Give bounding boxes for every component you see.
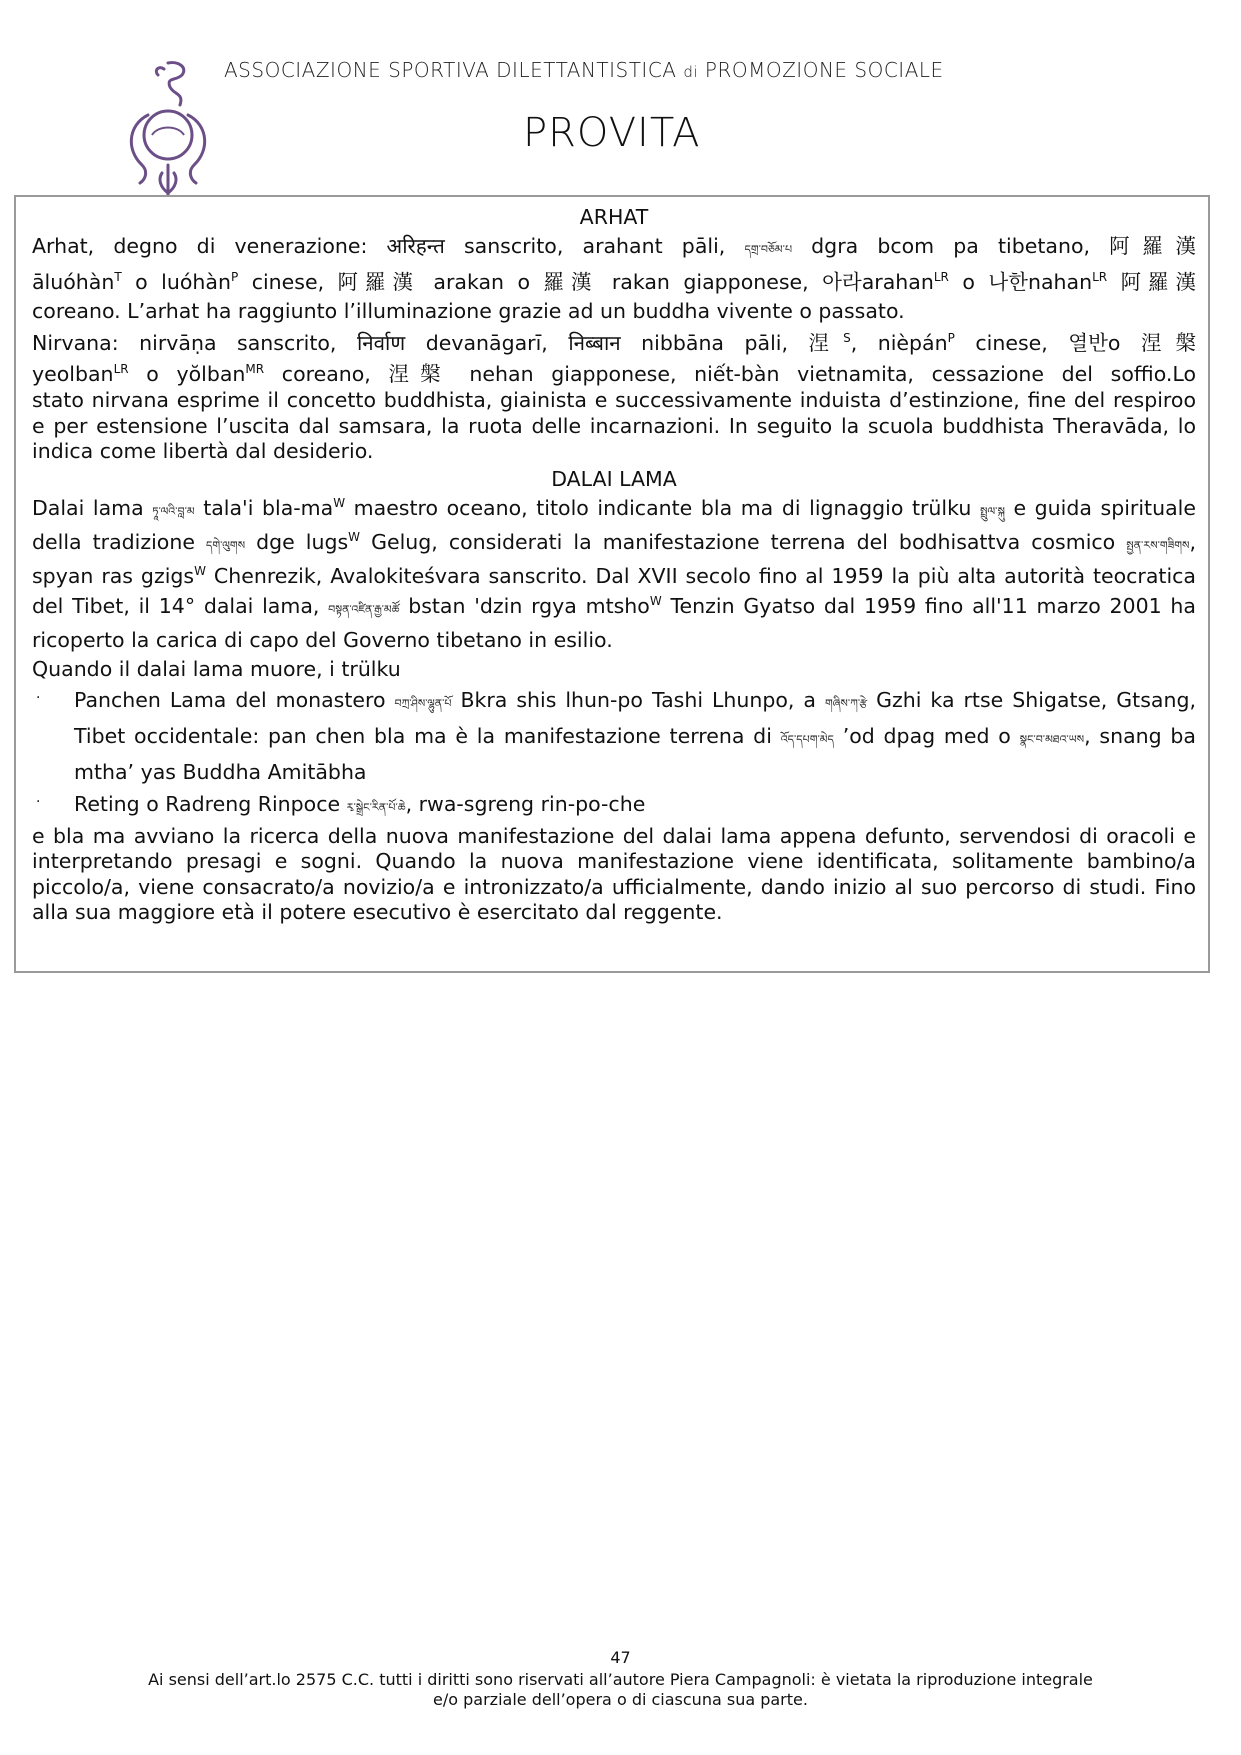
superscript: T: [114, 270, 122, 285]
dalai-paragraph: [32, 493, 1196, 655]
text-run: Nirvana: nirvāṇa sanscrito, निर्वाण devanāgarī, निब्बान nibbāna pāli, 涅: [32, 331, 844, 355]
text-run: , snang ba mtha’ yas Buddha Amitābha: [74, 723, 1196, 784]
tibetan-script: རྭ་སྒྲེང་རིན་པོ་ཆེ: [346, 800, 406, 814]
tibetan-script: འོད་དཔག་མེད: [780, 732, 834, 746]
tibetan-script: སྤྱན་རས་གཟིགས: [1126, 539, 1190, 552]
text-run: o luóhàn: [135, 270, 231, 294]
superscript: S: [843, 331, 851, 346]
tibetan-script: བཀྲ་ཤིས་ལྷུན་པོ: [394, 696, 452, 710]
association-line: [224, 58, 944, 82]
superscript: P: [230, 270, 239, 285]
dalai-heading: DALAI LAMA: [551, 466, 677, 491]
superscript: P: [947, 331, 955, 346]
text-run: Arhat, degno di venerazione: अरिहन्त sanscrito, arahant pāli,: [32, 233, 726, 258]
footer-line: e/o parziale dell’opera o di ciascuna sua parte.: [433, 1690, 808, 1709]
superscript: W: [333, 496, 346, 511]
text-run: āluóhàn: [32, 270, 115, 294]
nirvana-line-1: [32, 329, 1196, 358]
association-name: ASSOCIAZIONE SPORTIVA DILETTANTISTICA: [224, 58, 677, 82]
text-run: Tenzin Gyatso dal 1959 fino all'11 marzo 2001 ha ricoperto la carica di capo del Governo tibetano in esilio.: [32, 594, 1196, 652]
text-run: cinese, 열반o 涅槃: [975, 331, 1196, 355]
page-number: 47: [610, 1648, 631, 1667]
tibetan-script: སྣང་བ་མཐའ་ཡས: [1019, 732, 1085, 746]
text-run: Reting o Radreng Rinpoce: [74, 791, 341, 816]
nirvana-line-2: [32, 360, 1196, 389]
closing-paragraph: e bla ma avviano la ricerca della nuova manifestazione del dalai lama appena defunto, servendosi di oracoli e interpretando presagi e sogni. Quando la nuova manifestazione viene identificata, solitamente bambino/a piccolo/a, viene consacrato/a novizio/a e intronizzato/a ufficialmente, dando inizio al suo percorso di studi. Fino alla sua maggiore età il potere esecutivo è esercitato dal reggente.: [32, 823, 1196, 924]
text-run: o 나한nahan: [962, 270, 1093, 294]
tibetan-script: དགྲ་བཅོམ་པ: [744, 242, 793, 256]
text-run: 阿羅漢: [1120, 270, 1197, 294]
text-run: e guida spirituale della tradizione: [32, 496, 1196, 554]
content-body: [32, 203, 1196, 926]
association-social: PROMOZIONE SOCIALE: [704, 58, 944, 82]
text-run: o yŏlban: [146, 361, 246, 386]
text-run: coreano, 涅槃 nehan giapponese, niết-bàn vietnamita, cessazione del soffio.Lo: [281, 361, 1196, 386]
copyright-footer: [0, 1670, 1241, 1710]
provita-logo: [118, 55, 218, 195]
text-run: Chenrezik, Avalokiteśvara sanscrito. Dal XVII secolo fino al 1959 la più alta autorità teocratica del Tibet, il 14° dalai lama,: [32, 564, 1196, 618]
footer-line: Ai sensi dell’art.lo 2575 C.C. tutti i diritti sono riservati all’autore Piera Campagnoli: è vietata la riproduzione integrale: [148, 1670, 1093, 1689]
brand-title: PROVITA: [523, 110, 701, 156]
bullet-icon: ·: [36, 689, 41, 706]
superscript: LR: [1092, 270, 1108, 285]
arhat-line-3: coreano. L’arhat ha raggiunto l’illuminazione grazie ad un buddha vivente o passato.: [32, 298, 905, 323]
text-run: cinese, 阿羅漢 arakan o 羅漢 rakan giapponese, 아라arahan: [251, 270, 934, 294]
text-run: , spyan ras gzigs: [32, 530, 1196, 588]
nirvana-paragraph: stato nirvana esprime il concetto buddhista, giainista e successivamente induista d’estinzione, fine del respiroo e per estensione l’uscita dal samsara, la ruota delle incarnazioni. In seguito la scuola buddhista Theravāda, lo indica come libertà dal desiderio.: [32, 388, 1196, 463]
tibetan-script: བསྟན་འཛིན་རྒྱ་མཚོ: [328, 603, 400, 616]
text-run: Bkra shis lhun-po Tashi Lhunpo, a: [460, 687, 816, 712]
quando-line: Quando il dalai lama muore, i trülku: [32, 657, 401, 681]
dragon-emblem-icon: [118, 55, 218, 195]
list-item-text: [74, 788, 1196, 824]
arhat-line-2: [32, 268, 1196, 297]
superscript: LR: [933, 270, 949, 285]
text-run: , nièpán: [850, 331, 948, 355]
arhat-line-1: [32, 232, 1196, 265]
text-run: dgra bcom pa tibetano, 阿羅漢: [811, 233, 1196, 258]
text-run: Gzhi ka rtse Shigatse, Gtsang, Tibet occidentale: pan chen bla ma è la manifestazione terrena di: [74, 687, 1196, 748]
superscript: W: [348, 530, 361, 545]
list-item: [32, 788, 1196, 824]
superscript: LR: [113, 361, 129, 376]
text-run: Dalai lama: [32, 496, 144, 520]
tibetan-script: དགེ་ལུགས: [206, 539, 246, 552]
superscript: W: [649, 594, 662, 609]
association-di: di: [683, 63, 699, 81]
arhat-heading: ARHAT: [579, 205, 649, 229]
text-run: bstan 'dzin rgya mtsho: [408, 594, 650, 618]
superscript: W: [194, 564, 206, 579]
text-run: ’od dpag med o: [842, 723, 1011, 748]
text-run: Gelug, considerati la manifestazione terrena del bodhisattva cosmico: [371, 530, 1116, 554]
text-run: dge lugs: [256, 530, 349, 554]
tibetan-script: ཏཱ་ལའི་བླ་མ: [152, 505, 195, 518]
list-item-text: [74, 684, 1196, 788]
text-run: maestro oceano, titolo indicante bla ma di lignaggio trülku: [353, 496, 972, 520]
text-run: tala'i bla-ma: [203, 496, 334, 520]
tibetan-script: གཞིས་ཀ་རྩེ: [824, 696, 868, 710]
text-run: , rwa-sgreng rin-po-che: [405, 791, 646, 816]
text-run: Panchen Lama del monastero: [74, 687, 386, 712]
text-run: yeolban: [32, 361, 114, 386]
list-item: [32, 684, 1196, 788]
superscript: MR: [245, 361, 265, 376]
tibetan-script: སྤྲུལ་སྐུ: [979, 505, 1005, 518]
bullet-icon: ·: [36, 793, 41, 810]
content-frame: [14, 195, 1210, 973]
